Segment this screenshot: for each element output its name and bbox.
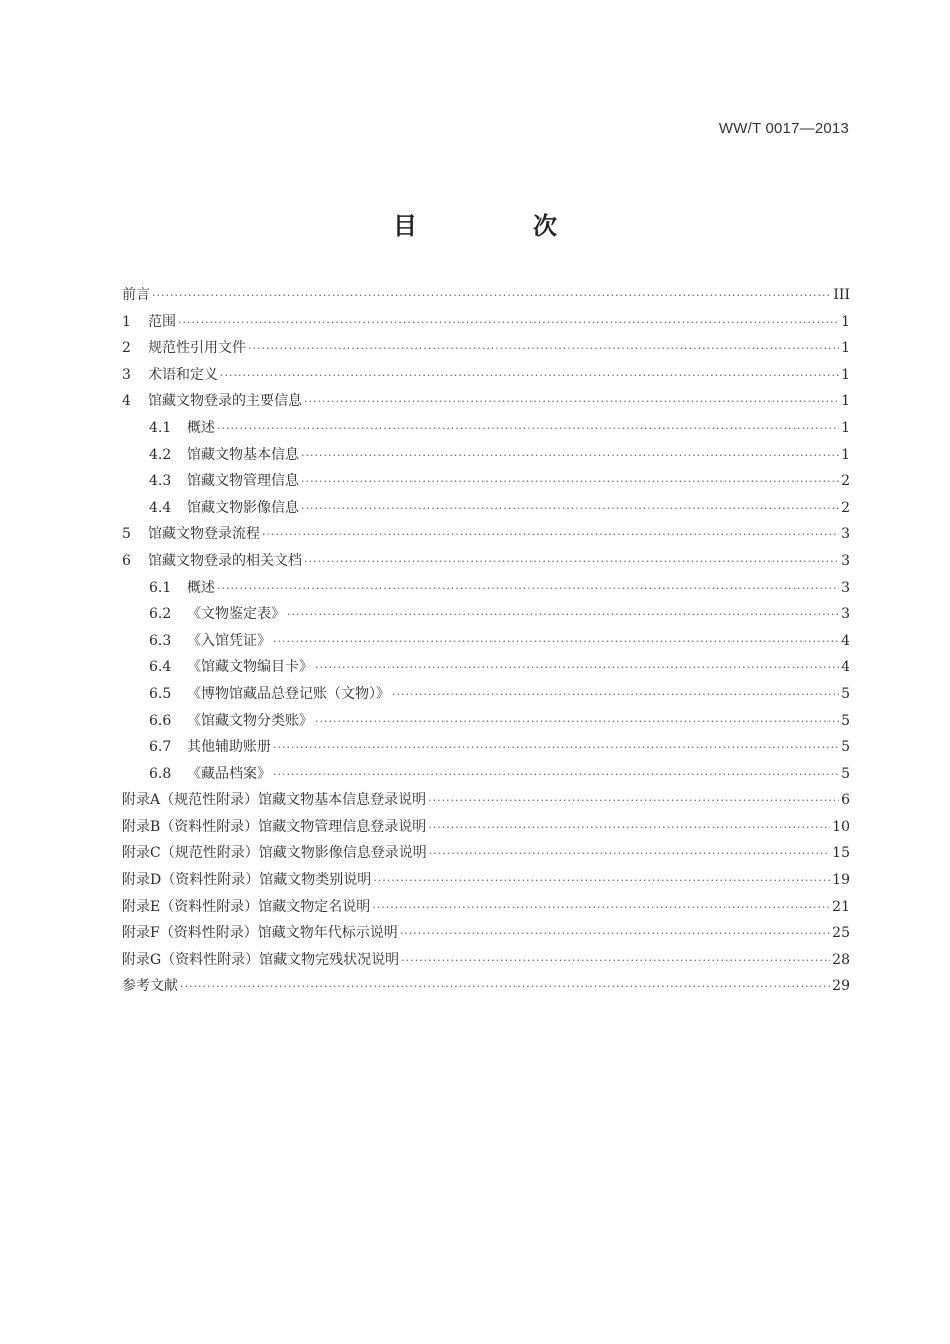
toc-entry-number: 6.5 bbox=[149, 685, 172, 702]
toc-entry[interactable] bbox=[122, 947, 850, 974]
toc-entry-page: 5 bbox=[841, 739, 850, 756]
toc-dot-leader bbox=[273, 762, 839, 789]
toc-entry-title: 馆藏文物基本信息 bbox=[187, 446, 299, 463]
toc-entry-title: 附录B（资料性附录）馆藏文物管理信息登录说明 bbox=[122, 818, 427, 835]
toc-entry-number: 4.1 bbox=[149, 419, 172, 436]
toc-dot-leader bbox=[373, 868, 830, 895]
toc-entry[interactable] bbox=[122, 388, 850, 415]
toc-dot-leader bbox=[301, 443, 839, 470]
toc-entry-page: 28 bbox=[832, 951, 850, 968]
toc-entry[interactable] bbox=[122, 761, 850, 788]
toc-dot-leader bbox=[301, 469, 839, 496]
toc-entry-number: 6.2 bbox=[149, 606, 172, 623]
toc-entry[interactable] bbox=[122, 495, 850, 522]
toc-dot-leader bbox=[315, 655, 839, 682]
toc-dot-leader bbox=[301, 496, 839, 523]
toc-entry-page: 10 bbox=[832, 818, 850, 835]
toc-entry-title: 参考文献 bbox=[122, 978, 178, 995]
document-code: WW/T 0017—2013 bbox=[718, 120, 849, 137]
toc-entry-title: 概述 bbox=[187, 419, 215, 436]
toc-entry-page: 1 bbox=[841, 393, 850, 410]
toc-entry-page: 3 bbox=[841, 526, 850, 543]
toc-entry[interactable] bbox=[122, 548, 850, 575]
toc-entry-number: 6.6 bbox=[149, 712, 172, 729]
toc-entry-title: 《馆藏文物编目卡》 bbox=[187, 659, 313, 676]
toc-dot-leader bbox=[217, 576, 839, 603]
toc-entry-page: 1 bbox=[841, 419, 850, 436]
toc-entry-page: 29 bbox=[832, 978, 850, 995]
toc-entry[interactable] bbox=[122, 442, 850, 469]
toc-dot-leader bbox=[400, 921, 830, 948]
toc-entry-title: 附录F（资料性附录）馆藏文物年代标示说明 bbox=[122, 925, 398, 942]
toc-entry-title: 馆藏文物影像信息 bbox=[187, 499, 299, 516]
toc-entry-title: 《藏品档案》 bbox=[187, 765, 271, 782]
toc-entry[interactable] bbox=[122, 814, 850, 841]
toc-entry-title: 馆藏文物管理信息 bbox=[187, 473, 299, 490]
toc-entry-title: 《馆藏文物分类账》 bbox=[187, 712, 313, 729]
toc-entry-page: 1 bbox=[841, 366, 850, 383]
toc-dot-leader bbox=[304, 389, 839, 416]
toc-entry[interactable] bbox=[122, 708, 850, 735]
toc-entry-number: 6.4 bbox=[149, 659, 172, 676]
toc-entry-title: 馆藏文物登录的相关文档 bbox=[148, 552, 302, 569]
toc-dot-leader bbox=[401, 948, 830, 975]
toc-dot-leader bbox=[152, 283, 831, 310]
toc-dot-leader bbox=[248, 336, 839, 363]
toc-dot-leader bbox=[178, 310, 839, 337]
toc-dot-leader bbox=[273, 629, 839, 656]
toc-entry[interactable] bbox=[122, 654, 850, 681]
toc-entry-title: 概述 bbox=[187, 579, 215, 596]
toc-entry-number: 2 bbox=[122, 340, 131, 357]
table-of-contents bbox=[122, 282, 850, 1000]
toc-dot-leader bbox=[262, 522, 839, 549]
toc-entry-page: 25 bbox=[832, 925, 850, 942]
toc-entry[interactable] bbox=[122, 335, 850, 362]
toc-entry-title: 附录A（规范性附录）馆藏文物基本信息登录说明 bbox=[122, 792, 427, 809]
toc-entry-page: 19 bbox=[832, 872, 850, 889]
toc-entry-page: 2 bbox=[841, 499, 850, 516]
toc-entry-number: 6.8 bbox=[149, 765, 172, 782]
toc-entry[interactable] bbox=[122, 734, 850, 761]
toc-dot-leader bbox=[372, 895, 830, 922]
toc-entry-page: 3 bbox=[841, 606, 850, 623]
toc-entry-page: 2 bbox=[841, 473, 850, 490]
toc-entry-title: 附录E（资料性附录）馆藏文物定名说明 bbox=[122, 898, 371, 915]
toc-entry-number: 6.1 bbox=[149, 579, 172, 596]
toc-entry-title: 附录D（资料性附录）馆藏文物类别说明 bbox=[122, 872, 372, 889]
toc-entry[interactable] bbox=[122, 521, 850, 548]
toc-entry[interactable] bbox=[122, 867, 850, 894]
toc-entry-page: 1 bbox=[841, 313, 850, 330]
toc-entry-page: 3 bbox=[841, 552, 850, 569]
toc-dot-leader bbox=[273, 735, 839, 762]
toc-entry[interactable] bbox=[122, 840, 850, 867]
toc-entry[interactable] bbox=[122, 601, 850, 628]
toc-entry-number: 4.4 bbox=[149, 499, 172, 516]
toc-entry-page: 21 bbox=[832, 898, 850, 915]
toc-entry[interactable] bbox=[122, 973, 850, 1000]
toc-dot-leader bbox=[392, 682, 839, 709]
toc-entry[interactable] bbox=[122, 309, 850, 336]
toc-entry-page: 15 bbox=[832, 845, 850, 862]
toc-entry-page: 6 bbox=[841, 792, 850, 809]
toc-entry-title: 规范性引用文件 bbox=[148, 340, 246, 357]
toc-entry-title: 附录G（资料性附录）馆藏文物完残状况说明 bbox=[122, 951, 400, 968]
toc-entry[interactable] bbox=[122, 787, 850, 814]
toc-entry-title: 前言 bbox=[122, 287, 150, 303]
toc-entry-title: 术语和定义 bbox=[148, 366, 218, 383]
toc-dot-leader bbox=[220, 363, 839, 390]
toc-dot-leader bbox=[428, 815, 830, 842]
toc-dot-leader bbox=[217, 416, 839, 443]
toc-dot-leader bbox=[315, 709, 839, 736]
toc-entry-page: 5 bbox=[841, 765, 850, 782]
toc-entry-number: 4.3 bbox=[149, 473, 172, 490]
toc-entry[interactable] bbox=[122, 415, 850, 442]
toc-entry-title: 馆藏文物登录流程 bbox=[148, 526, 260, 543]
toc-entry-page: 3 bbox=[841, 579, 850, 596]
toc-dot-leader bbox=[304, 549, 839, 576]
toc-entry-page: 5 bbox=[841, 685, 850, 702]
toc-entry[interactable] bbox=[122, 628, 850, 655]
toc-entry-page: 4 bbox=[841, 659, 850, 676]
toc-dot-leader bbox=[287, 602, 839, 629]
toc-entry-number: 6.3 bbox=[149, 632, 172, 649]
toc-entry-number: 4 bbox=[122, 393, 131, 410]
toc-dot-leader bbox=[429, 841, 830, 868]
toc-entry[interactable] bbox=[122, 362, 850, 389]
toc-entry-number: 6.7 bbox=[149, 739, 172, 756]
toc-entry[interactable] bbox=[122, 282, 850, 309]
toc-entry-title: 馆藏文物登录的主要信息 bbox=[148, 393, 302, 410]
toc-entry[interactable] bbox=[122, 468, 850, 495]
toc-entry-number: 6 bbox=[122, 552, 131, 569]
toc-entry-page: 4 bbox=[841, 632, 850, 649]
toc-entry-page: III bbox=[833, 287, 850, 303]
toc-entry-title: 《博物馆藏品总登记账（文物）》 bbox=[187, 685, 390, 702]
toc-entry-page: 5 bbox=[841, 712, 850, 729]
toc-entry[interactable] bbox=[122, 920, 850, 947]
toc-dot-leader bbox=[180, 974, 830, 1001]
toc-entry[interactable] bbox=[122, 894, 850, 921]
page-title: 目 次 bbox=[393, 212, 603, 240]
toc-entry-number: 5 bbox=[122, 526, 131, 543]
toc-entry-title: 《入馆凭证》 bbox=[187, 632, 271, 649]
toc-entry-page: 1 bbox=[841, 446, 850, 463]
toc-dot-leader bbox=[428, 788, 839, 815]
toc-entry-title: 范围 bbox=[148, 313, 176, 330]
toc-entry-page: 1 bbox=[841, 340, 850, 357]
toc-entry[interactable] bbox=[122, 575, 850, 602]
toc-entry-title: 《文物鉴定表》 bbox=[187, 606, 285, 623]
toc-entry-number: 1 bbox=[122, 313, 131, 330]
toc-entry-title: 附录C（规范性附录）馆藏文物影像信息登录说明 bbox=[122, 845, 427, 862]
toc-entry-number: 3 bbox=[122, 366, 131, 383]
toc-entry[interactable] bbox=[122, 681, 850, 708]
toc-entry-title: 其他辅助账册 bbox=[187, 739, 271, 756]
toc-entry-number: 4.2 bbox=[149, 446, 172, 463]
